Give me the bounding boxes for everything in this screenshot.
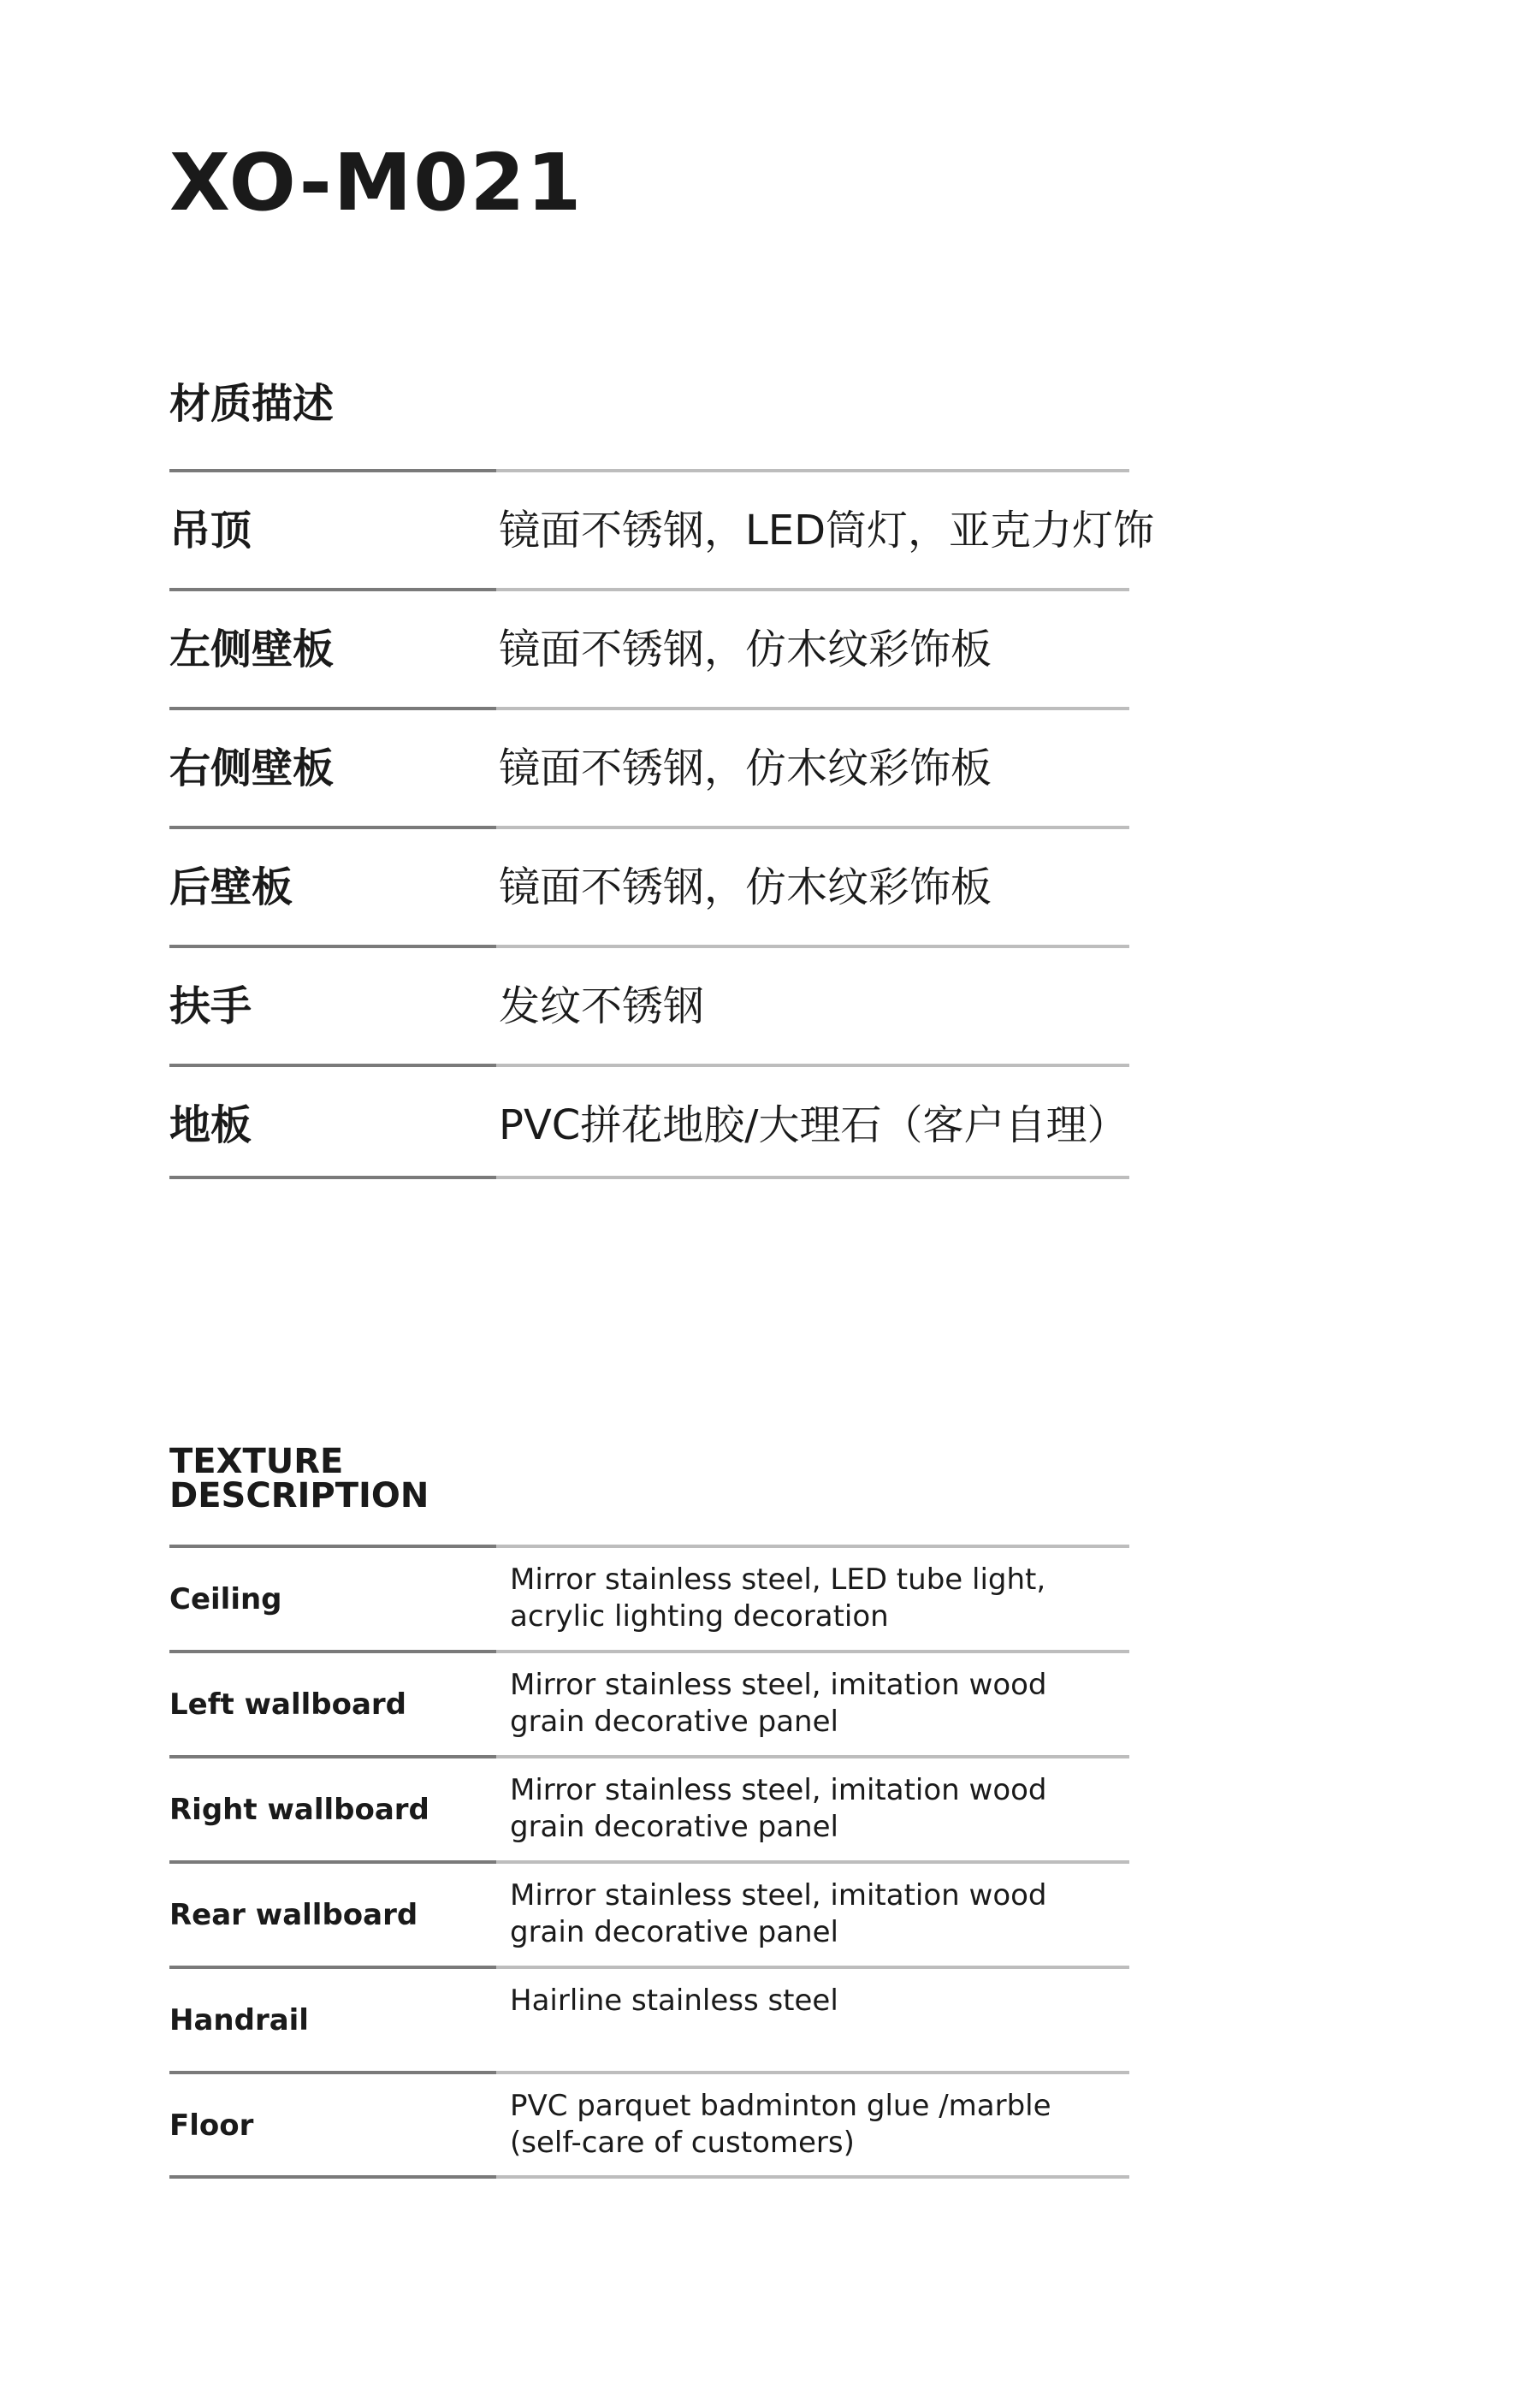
en-row-value: Mirror stainless steel, imitation wood grain decorative panel — [510, 1668, 1047, 1739]
cn-row-label: 右侧壁板 — [169, 744, 335, 792]
model-title: XO-M021 — [169, 137, 583, 228]
cn-row-floor — [169, 1064, 1129, 1179]
cn-row-label: 扶手 — [169, 982, 252, 1030]
en-row-handrail — [169, 1966, 1129, 2071]
cn-row-label: 地板 — [169, 1101, 252, 1149]
en-row-value: Mirror stainless steel, imitation wood grain decorative panel — [510, 1878, 1047, 1949]
cn-row-label: 吊顶 — [169, 507, 252, 555]
en-heading-line-2: DESCRIPTION — [169, 1476, 429, 1515]
cn-row-handrail — [169, 945, 1129, 1064]
en-heading-line-1: TEXTURE — [169, 1442, 344, 1481]
en-row-left-wallboard — [169, 1650, 1129, 1755]
en-row-label: Handrail — [169, 2003, 309, 2037]
cn-row-value: 镜面不锈钢，仿木纹彩饰板 — [499, 744, 992, 792]
en-row-value: Mirror stainless steel, imitation wood grain decorative panel — [510, 1773, 1047, 1844]
cn-row-rear-wallboard — [169, 826, 1129, 945]
cn-row-ceiling — [169, 469, 1155, 588]
cn-row-left-wallboard — [169, 588, 1129, 707]
cn-row-value: 镜面不锈钢，LED筒灯，亚克力灯饰 — [499, 507, 1155, 555]
cn-row-right-wallboard — [169, 707, 1129, 826]
cn-section-heading: 材质描述 — [169, 380, 335, 428]
en-row-label: Floor — [169, 2108, 254, 2143]
cn-row-value: 镜面不锈钢，仿木纹彩饰板 — [499, 863, 992, 911]
cn-row-value: 镜面不锈钢，仿木纹彩饰板 — [499, 626, 992, 673]
en-row-label: Right wallboard — [169, 1793, 429, 1827]
en-row-floor — [169, 2071, 1129, 2179]
en-row-value: PVC parquet badminton glue /marble (self-care of customers) — [510, 2089, 1051, 2160]
en-row-label: Left wallboard — [169, 1687, 407, 1722]
cn-row-label: 后壁板 — [169, 863, 293, 911]
cn-row-value: PVC拼花地胶/大理石（客户自理） — [499, 1101, 1128, 1149]
en-row-label: Ceiling — [169, 1582, 282, 1616]
en-row-label: Rear wallboard — [169, 1898, 418, 1932]
cn-row-label: 左侧壁板 — [169, 626, 335, 673]
en-texture-table — [169, 1545, 1129, 2179]
en-row-value: Mirror stainless steel, LED tube light, acrylic lighting decoration — [510, 1563, 1046, 1634]
en-section-heading — [169, 1444, 429, 1513]
cn-row-value: 发纹不锈钢 — [499, 982, 705, 1030]
en-row-ceiling — [169, 1545, 1129, 1650]
cn-material-table — [169, 469, 1155, 1179]
en-row-rear-wallboard — [169, 1860, 1129, 1966]
en-row-value: Hairline stainless steel — [510, 1984, 838, 2018]
en-row-right-wallboard — [169, 1755, 1129, 1860]
